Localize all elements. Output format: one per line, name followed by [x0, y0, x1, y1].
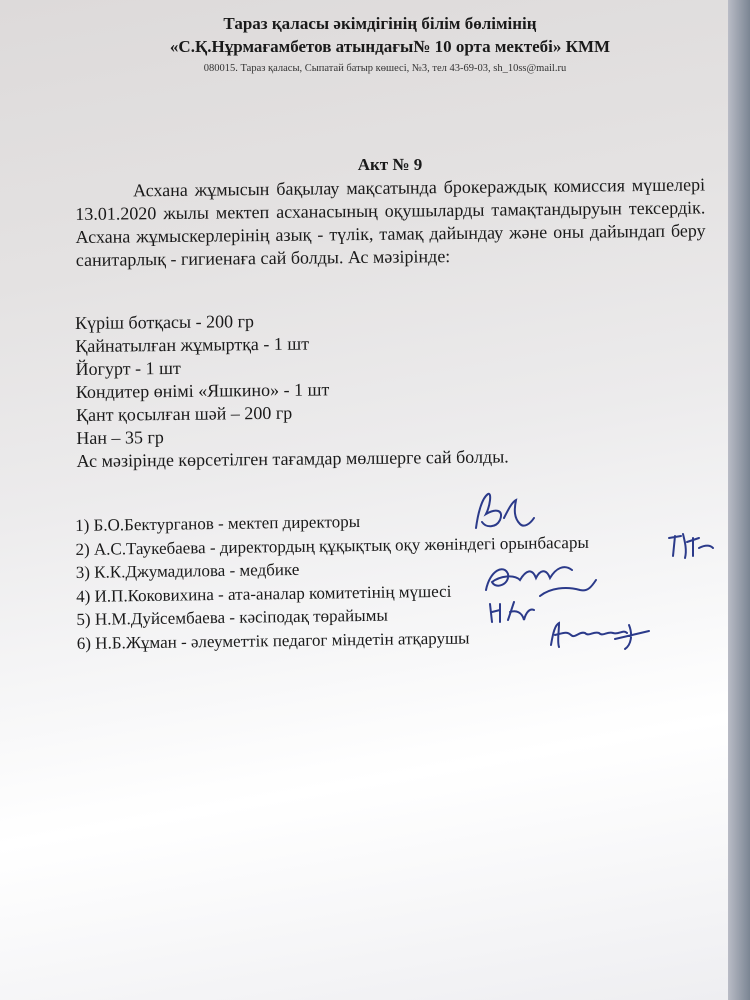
signature-5 [545, 615, 655, 655]
menu-item: Қайнатылған жұмыртқа - 1 шт [75, 333, 310, 356]
menu-item: Нан – 35 гр [76, 427, 164, 448]
member-line: 5) Н.М.Дуйсембаева - кәсіподақ төрайымы [76, 605, 388, 629]
act-title: Акт № 9 [357, 155, 423, 174]
header-address: 080015. Тараз қаласы, Сыпатай батыр көшесі, №3, тел 43-69-03, sh_10ss@mail.ru [203, 63, 567, 74]
member-line: 4) И.П.Коковихина - ата-аналар комитетінің мүшесі [76, 581, 452, 606]
menu-list [75, 306, 677, 473]
header-line-1: Тараз қаласы әкімдігінің білім бөлімінің [223, 14, 537, 33]
menu-item: Кондитер өнімі «Яшкино» - 1 шт [75, 379, 330, 402]
signature-1 [468, 488, 538, 538]
background-edge [728, 0, 750, 1000]
member-line: 1) Б.О.Бектурганов - мектеп директоры [75, 512, 361, 535]
act-paragraph: Асхана жұмысын бақылау мақсатында брокераждық комиссия мүшелері 13.01.2020 жылы мектеп асханасының оқушыларды тамақтандыруын тексердік. Асхана жұмыскерлерінің азық - түлік, тамақ дайындау және оны дайындап беру санитарлық - гигиенаға сай болды. Ас мәзірінде: [75, 174, 706, 270]
conclusion-line: Ас мәзірінде көрсетілген тағамдар мөлшерге сай болды. [76, 446, 509, 471]
signature-4 [486, 598, 536, 628]
header-line-2: «С.Қ.Нұрмағамбетов атындағы№ 10 орта мектебі» КММ [169, 37, 611, 56]
menu-item: Күріш ботқасы - 200 гр [75, 311, 255, 333]
member-line: 6) Н.Б.Жұман - әлеуметтік педагог міндетін атқарушы [76, 628, 470, 653]
member-line: 2) А.С.Таукебаева - директордың құқықтық оқу жөніндегі орынбасары [75, 532, 589, 559]
menu-item: Қант қосылған шәй – 200 гр [75, 402, 293, 425]
member-line: 3) К.К.Джумадилова - медбике [75, 559, 300, 582]
menu-item: Йогурт - 1 шт [75, 357, 181, 379]
signature-2 [665, 528, 715, 562]
